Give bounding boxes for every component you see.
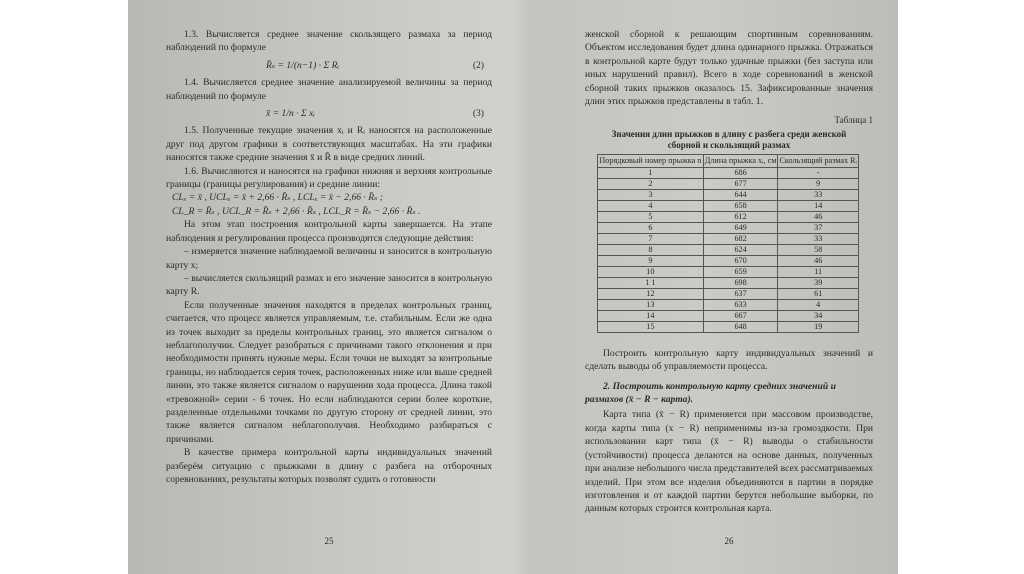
paragraph: 1.6. Вычисляются и наносятся на графики нижняя и верхняя контрольные границы (границы регулирования) и средние линии:	[166, 165, 492, 191]
paragraph: 1.3. Вычисляется среднее значение скользящего размаха за период наблюдений по формуле	[166, 29, 492, 54]
table-row	[598, 255, 859, 266]
table-row	[598, 266, 859, 277]
table-cell: 682	[703, 233, 778, 244]
table-cell: 14	[778, 200, 859, 211]
header-cell: Порядковый номер прыжка n	[599, 156, 702, 166]
header-cell: Скользящий размах Rᵢ	[779, 156, 857, 166]
left-page	[166, 28, 492, 548]
table-cell: 624	[703, 244, 778, 255]
page-number: 26	[724, 535, 734, 546]
table-cell: -	[778, 167, 859, 178]
table-cell: 3	[598, 189, 704, 200]
table-cell: 11	[778, 266, 859, 277]
table-cell: 34	[778, 310, 859, 321]
table-row	[598, 167, 859, 178]
paragraph: На этом этап построения контрольной карты завершается. На этапе наблюдения и регулирования процесса производятся следующие действия:	[166, 219, 492, 244]
table-cell: 677	[703, 178, 778, 189]
table-cell: 612	[703, 211, 778, 222]
table-cell: 7	[598, 233, 704, 244]
table-cell: 46	[778, 255, 859, 266]
table-title: Значения длин прыжков в длину с разбега среди женской сборной и скользящий размах	[611, 128, 847, 150]
table-cell: 5	[598, 211, 704, 222]
formula-3	[166, 103, 492, 124]
paragraph: женской сборной к решающим спортивным соревнованиям. Объектом исследования будет длина одинарного прыжка. Отражаться в контрольной карте будут только удачные прыжки (без заступа или иных нарушений правил). Всего в ходе соревнований в женской сборной таких прыжков оказалось 15. Зафиксированные значения длин этих прыжков представлены в табл. 1.	[585, 29, 873, 108]
table-cell: 8	[598, 244, 704, 255]
table-cell: 10	[598, 266, 704, 277]
table-cell: 58	[778, 244, 859, 255]
table-cell: 6	[598, 222, 704, 233]
formula-text: x̄ = 1/n · Σ xᵢ	[266, 108, 315, 120]
table-cell: 1	[598, 167, 704, 178]
paragraph: 1.4. Вычисляется среднее значение анализируемой величины за период наблюдений по формуле	[166, 77, 492, 102]
table-row	[598, 222, 859, 233]
table-cell: 15	[598, 321, 704, 332]
formula-text: R̄ₛ = 1/(n−1) · Σ Rᵢ	[266, 59, 339, 71]
table-row	[598, 189, 859, 200]
jump-table	[597, 154, 859, 333]
right-page	[585, 28, 873, 548]
table-cell: 648	[703, 321, 778, 332]
formula-number: (2)	[472, 59, 484, 71]
table-cell: 649	[703, 222, 778, 233]
paragraph: – вычисляется скользящий размах и его значение заносится в контрольную карту R.	[166, 272, 492, 298]
paragraph: Карта типа (x̄ − R) применяется при массовом производстве, когда карты типа (x − R) неприменимы из-за громоздкости. При использовании карт типа (x̄ − R) выводы о стабильности (устойчивости) процесса делаются на основе данных, полученных при анализе небольшого числа представителей всех рассматриваемых изделий. При этом все изделия объединяются в партии в порядке изготовления и от каждой партии берутся небольшие выборки, по данным которых строится контрольная карта.	[585, 409, 873, 515]
table-cell: 13	[598, 299, 704, 310]
table-row	[598, 277, 859, 288]
table-cell: 644	[703, 189, 778, 200]
table-row	[598, 211, 859, 222]
table-row	[598, 244, 859, 255]
table-cell: 1 1	[598, 277, 704, 288]
table-cell: 12	[598, 288, 704, 299]
paragraph: – измеряется значение наблюдаемой величины и заносится в контрольную карту x;	[166, 246, 492, 271]
paragraph: Если полученные значения находятся в пределах контрольных границ, считается, что процесс является управляемым, т.е. стабильным. Если же одна из точек выходит за пределы контрольных границ, это является сигналом о неблагополучии. Следует разобраться с причинами такого отклонения и при необходимости принять нужные меры. Если точки не выходят за контрольные границы, но наблюдается серия точек, расположенных ниже или выше средней линии, это также является сигналом о нарушении хода процесса. Длина такой «тревожной» серии - 6 точек. Но если наблюдаются серии более короткие, разделенные отдельными точками по другую сторону от средней линии, это также является сигналом неблагополучия. Необходимо разбираться с причинами.	[166, 299, 492, 445]
table-cell: 686	[703, 167, 778, 178]
table-row	[598, 310, 859, 321]
table-cell: 9	[598, 255, 704, 266]
table-row	[598, 321, 859, 332]
table-cell: 670	[703, 255, 778, 266]
formula-number: (3)	[472, 108, 484, 120]
page-number: 25	[324, 535, 334, 546]
paragraph: Построить контрольную карту индивидуальных значений и сделать выводы об управляемости процесса.	[585, 347, 873, 373]
table-cell: 658	[703, 200, 778, 211]
table-cell: 667	[703, 310, 778, 321]
table-row	[598, 288, 859, 299]
table-cell: 4	[598, 200, 704, 211]
control-limits-r: CL_R = R̄ₛ , UCL_R = R̄ₛ + 2,66 · R̄ₛ , LCL_R = R̄ₛ − 2,66 · R̄ₛ .	[172, 205, 421, 217]
table-cell: 9	[778, 178, 859, 189]
table-cell: 39	[778, 277, 859, 288]
table-cell: 659	[703, 266, 778, 277]
table-cell: 633	[703, 299, 778, 310]
header-cell: Длина прыжка xᵢ, см	[704, 156, 777, 166]
table-row	[598, 200, 859, 211]
formula-2	[166, 55, 492, 76]
table-cell: 33	[778, 233, 859, 244]
section-heading: 2. Построить контрольную карту средних значений и размахов (x̄ − R − карта).	[585, 380, 836, 406]
table-row	[598, 233, 859, 244]
table-row	[598, 299, 859, 310]
table-cell: 2	[598, 178, 704, 189]
table-cell: 4	[778, 299, 859, 310]
table-cell: 33	[778, 189, 859, 200]
table-cell: 37	[778, 222, 859, 233]
table-caption: Таблица 1	[834, 115, 873, 126]
paragraph: 1.5. Полученные текущие значения xᵢ и Rᵢ наносятся на расположенные друг под другом графики в соответствующих масштабах. На эти графики наносятся также средние значения x̄ и R̄ в виде средних линий.	[166, 125, 492, 164]
table-cell: 14	[598, 310, 704, 321]
table-body	[598, 167, 859, 332]
table-cell: 637	[703, 288, 778, 299]
control-limits-x: CLₓ = x̄ , UCLₓ = x̄ + 2,66 · R̄ₛ , LCLₓ = x̄ − 2,66 · R̄ₛ ;	[172, 192, 383, 204]
paragraph: В качестве примера контрольной карты индивидуальных значений разберём ситуацию с прыжками в длину с разбега на отборочных соревнованиях, результаты которых позволят судить о готовности	[166, 447, 492, 485]
table-cell: 698	[703, 277, 778, 288]
table-cell: 19	[778, 321, 859, 332]
table-cell: 61	[778, 288, 859, 299]
table-header-row	[598, 154, 859, 167]
table-row	[598, 178, 859, 189]
table-cell: 46	[778, 211, 859, 222]
